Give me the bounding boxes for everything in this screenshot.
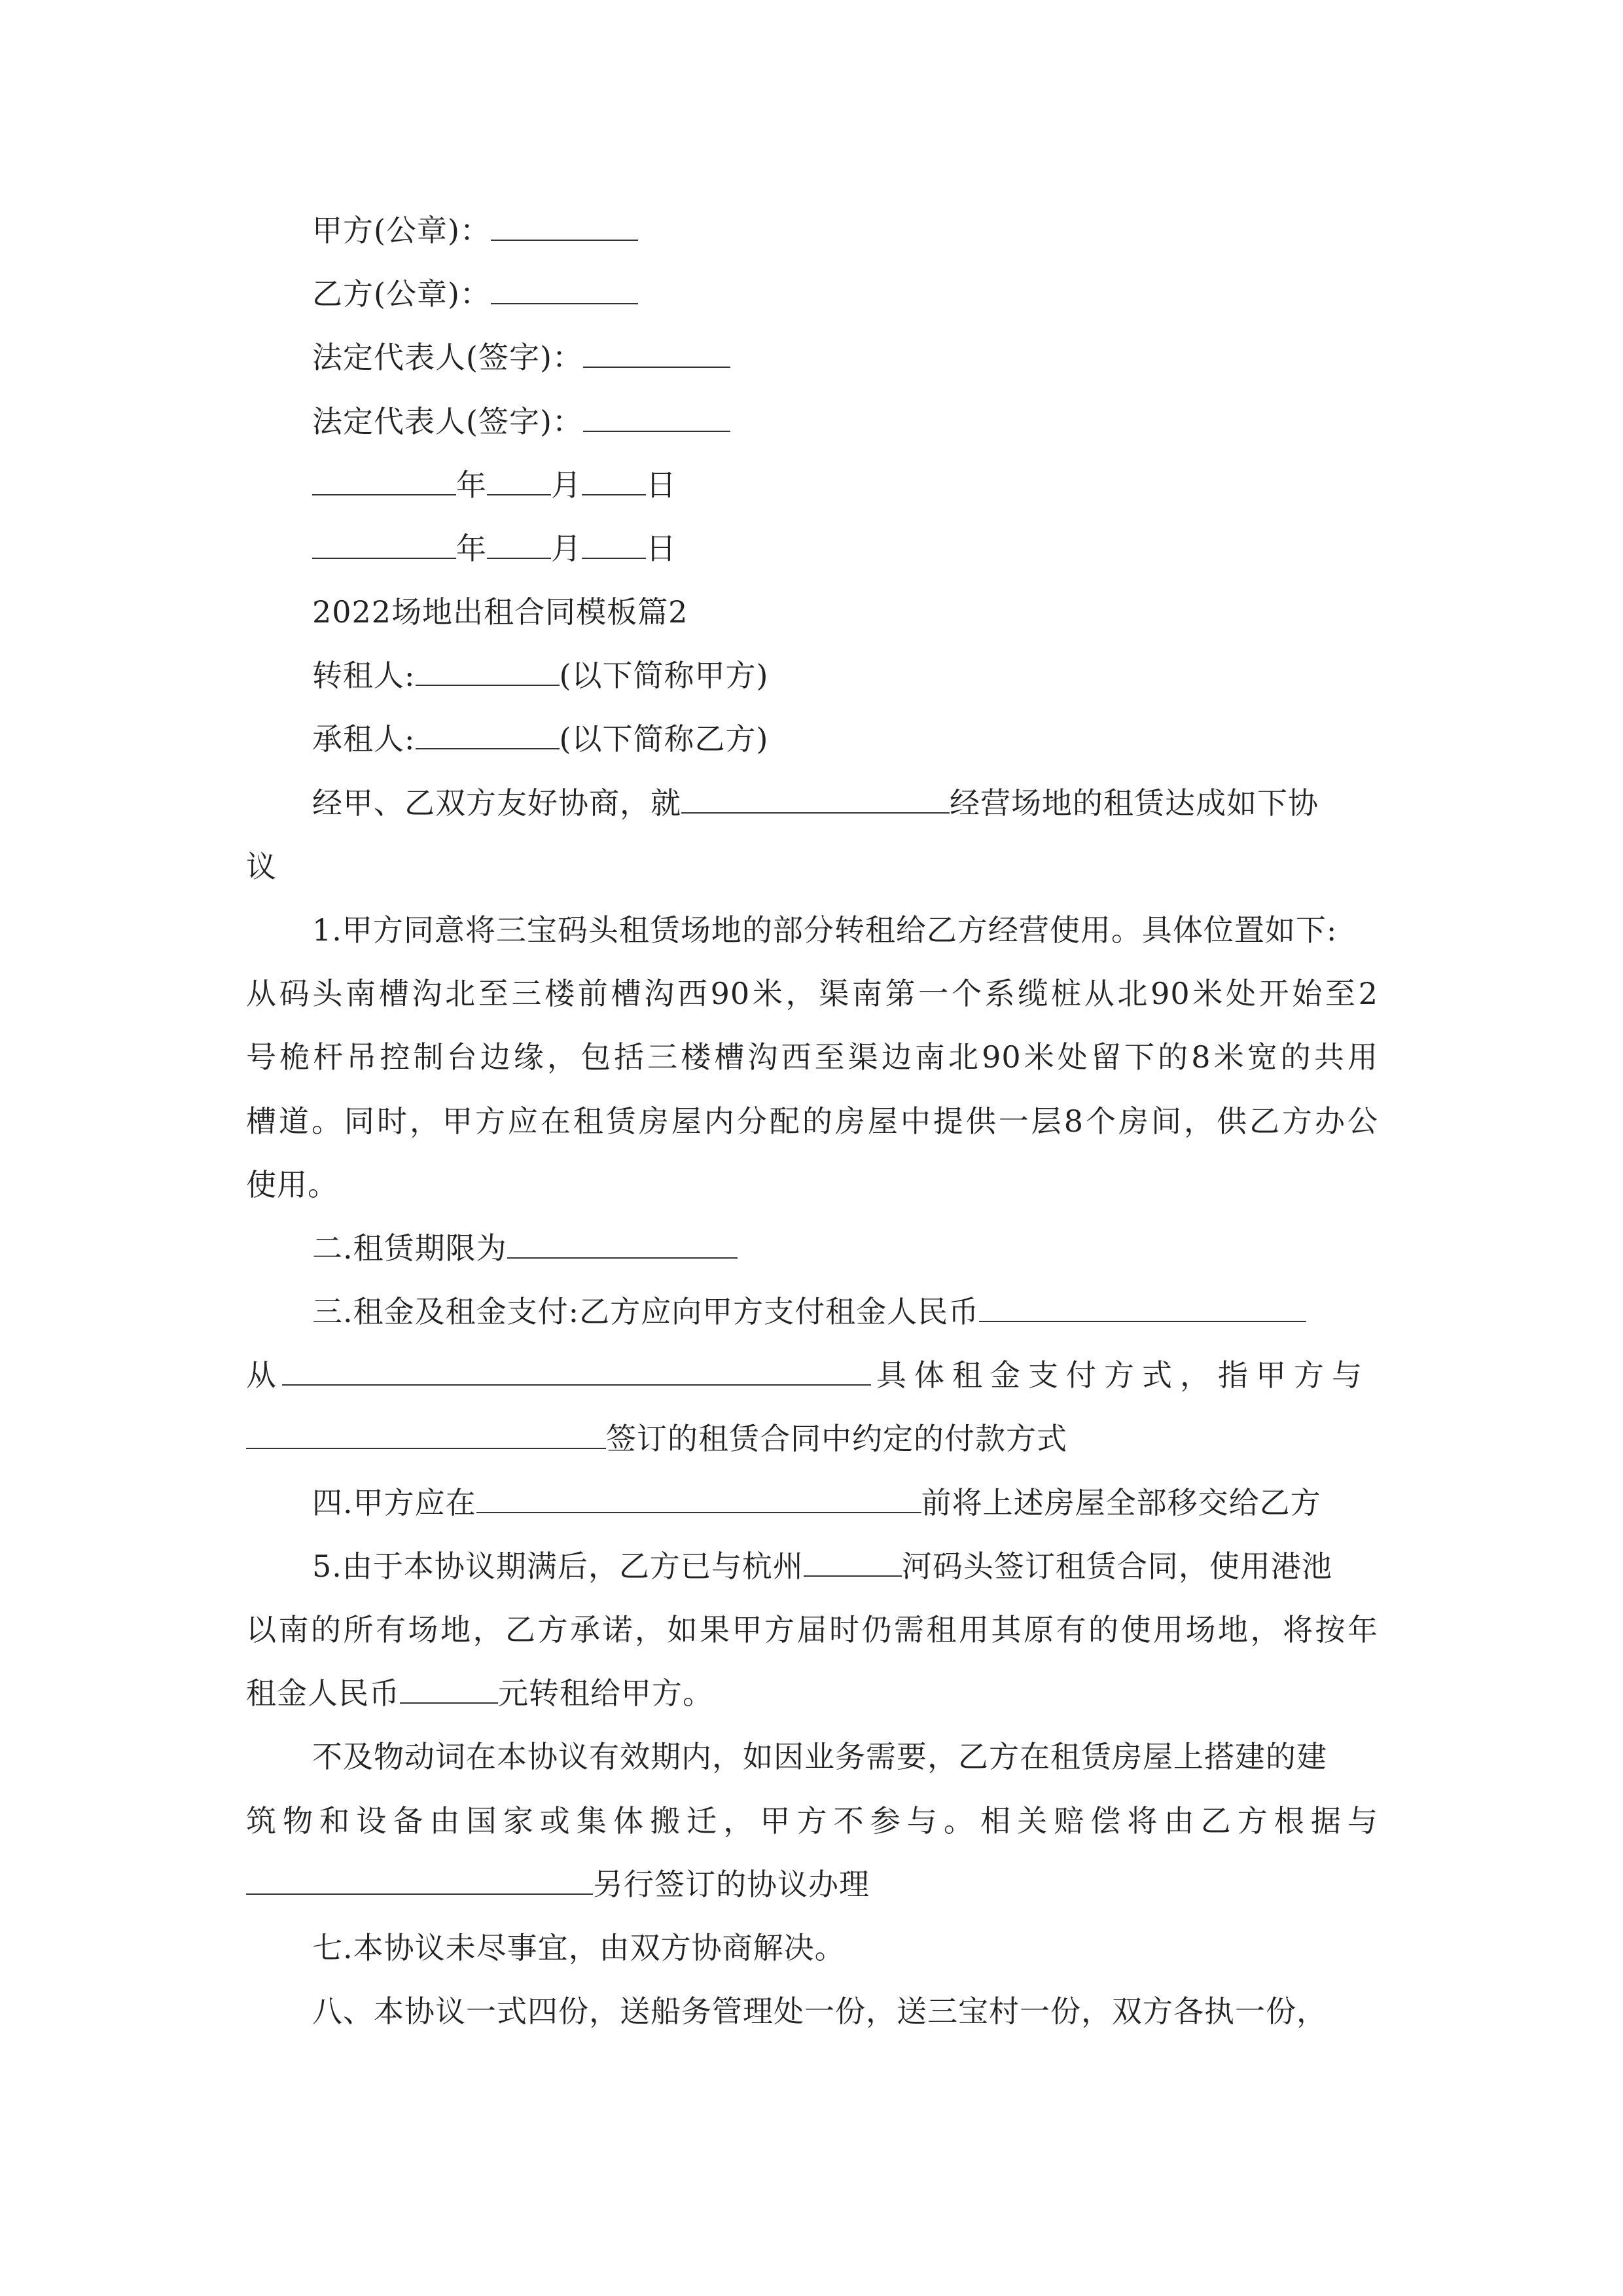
- clause-4-text-a: 四.甲方应在: [312, 1485, 476, 1520]
- clause-3-line-3: [246, 1419, 1067, 1458]
- day-blank-1: [582, 467, 646, 495]
- sublessor-blank: [416, 657, 560, 686]
- year-blank-2: [312, 530, 456, 559]
- lessee-label: 承租人:: [312, 721, 416, 757]
- legal-rep-line-1: [312, 338, 730, 377]
- intro-line-end: 议: [246, 849, 277, 884]
- clause-1-line-3: 号桅杆吊控制台边缘，包括三楼槽沟西至渠边南北90米处留下的8米宽的共用: [246, 1039, 1378, 1075]
- party-a-seal-line: [312, 211, 638, 250]
- date-line-2: [312, 529, 677, 568]
- clause-4-text-b: 前将上述房屋全部移交给乙方: [921, 1485, 1321, 1520]
- year-label-2: 年: [456, 531, 487, 566]
- clause-5-text-3a: 租金人民币: [246, 1676, 400, 1711]
- party-a-seal-blank: [491, 212, 638, 241]
- intro-line: [312, 783, 1319, 823]
- clause-1-line-1: 1.甲方同意将三宝码头租赁场地的部分转租给乙方经营使用。具体位置如下:: [312, 912, 1338, 948]
- clause-4-line: [312, 1483, 1321, 1522]
- party-b-seal-blank: [491, 276, 638, 304]
- lessee-line: [312, 719, 768, 759]
- clause-5-line-1: [312, 1547, 1332, 1586]
- clause-3-text-2a: 从: [246, 1357, 277, 1393]
- clause-3-text-2b: 具体租金支付方式，指甲方与: [876, 1357, 1370, 1393]
- intro-text-a: 经甲、乙双方友好协商，就: [312, 785, 681, 821]
- clause-5-text-1b: 河码头签订租赁合同，使用港池: [901, 1549, 1332, 1584]
- clause-1-line-5: 使用。: [246, 1167, 338, 1202]
- legal-rep-label-2: 法定代表人(签字)：: [312, 404, 583, 439]
- day-label-2: 日: [646, 531, 677, 566]
- clause-6-line-3: [246, 1865, 870, 1904]
- handover-date-blank: [476, 1484, 921, 1513]
- month-label-2: 月: [551, 531, 582, 566]
- clause-2-line: [312, 1229, 738, 1268]
- clause-5-line-3: [246, 1674, 713, 1713]
- clause-3-text-3: 签订的租赁合同中约定的付款方式: [606, 1421, 1067, 1456]
- clause-6-line-1: 不及物动词在本协议有效期内，如因业务需要，乙方在租赁房屋上搭建的建: [312, 1739, 1327, 1774]
- lessee-blank: [416, 721, 560, 749]
- legal-rep-line-2: [312, 402, 730, 441]
- annual-rent-blank: [400, 1675, 498, 1704]
- clause-2-text: 二.租赁期限为: [312, 1230, 507, 1266]
- clause-3-line-2: [246, 1355, 1370, 1395]
- clause-5-text-1a: 5.由于本协议期满后，乙方已与杭州: [312, 1549, 804, 1584]
- clause-5-line-2: 以南的所有场地，乙方承诺，如果甲方届时仍需租用其原有的使用场地，将按年: [246, 1612, 1378, 1647]
- clause-7-line: 七.本协议未尽事宜，由双方协商解决。: [312, 1930, 846, 1965]
- premises-blank: [681, 785, 950, 814]
- party-b-seal-label: 乙方(公章)：: [312, 276, 491, 312]
- month-blank-2: [487, 530, 551, 559]
- day-label-1: 日: [646, 467, 677, 503]
- party-b-seal-line: [312, 274, 638, 314]
- sublessor-line: [312, 656, 768, 695]
- legal-rep-blank-1: [583, 339, 730, 368]
- clause-6-text-3: 另行签订的协议办理: [593, 1867, 870, 1902]
- payment-period-blank: [282, 1357, 871, 1386]
- clause-3-text-1: 三.租金及租金支付:乙方应向甲方支付租金人民币: [312, 1294, 980, 1329]
- compensation-party-blank: [246, 1866, 593, 1895]
- month-blank-1: [487, 467, 551, 495]
- day-blank-2: [582, 530, 646, 559]
- sublessor-note: (以下简称甲方): [559, 658, 769, 693]
- clause-5-text-3b: 元转租给甲方。: [498, 1676, 713, 1711]
- counterparty-blank: [246, 1420, 606, 1449]
- clause-1-line-4: 槽道。同时，甲方应在租赁房屋内分配的房屋中提供一层8个房间，供乙方办公: [246, 1103, 1378, 1139]
- lessee-note: (以下简称乙方): [559, 721, 769, 757]
- lease-term-blank: [507, 1230, 738, 1259]
- date-line-1: [312, 465, 677, 505]
- clause-8-line: 八、本协议一式四份，送船务管理处一份，送三宝村一份，双方各执一份，: [312, 1994, 1327, 2029]
- section-title: 2022场地出租合同模板篇2: [312, 594, 688, 630]
- intro-text-b: 经营场地的租赁达成如下协: [950, 785, 1319, 821]
- clause-6-line-2: 筑物和设备由国家或集体搬迁，甲方不参与。相关赔偿将由乙方根据与: [246, 1803, 1378, 1839]
- sublessor-label: 转租人:: [312, 658, 416, 693]
- party-a-seal-label: 甲方(公章)：: [312, 213, 491, 248]
- clause-3-line-1: [312, 1292, 1306, 1331]
- legal-rep-blank-2: [583, 403, 730, 432]
- clause-1-line-2: 从码头南槽沟北至三楼前槽沟西90米，渠南第一个系缆桩从北90米处开始至2: [246, 976, 1378, 1011]
- year-label-1: 年: [456, 467, 487, 503]
- legal-rep-label-1: 法定代表人(签字)：: [312, 340, 583, 375]
- month-label-1: 月: [551, 467, 582, 503]
- rent-amount-blank: [979, 1293, 1306, 1322]
- river-name-blank: [804, 1548, 902, 1577]
- year-blank-1: [312, 467, 456, 495]
